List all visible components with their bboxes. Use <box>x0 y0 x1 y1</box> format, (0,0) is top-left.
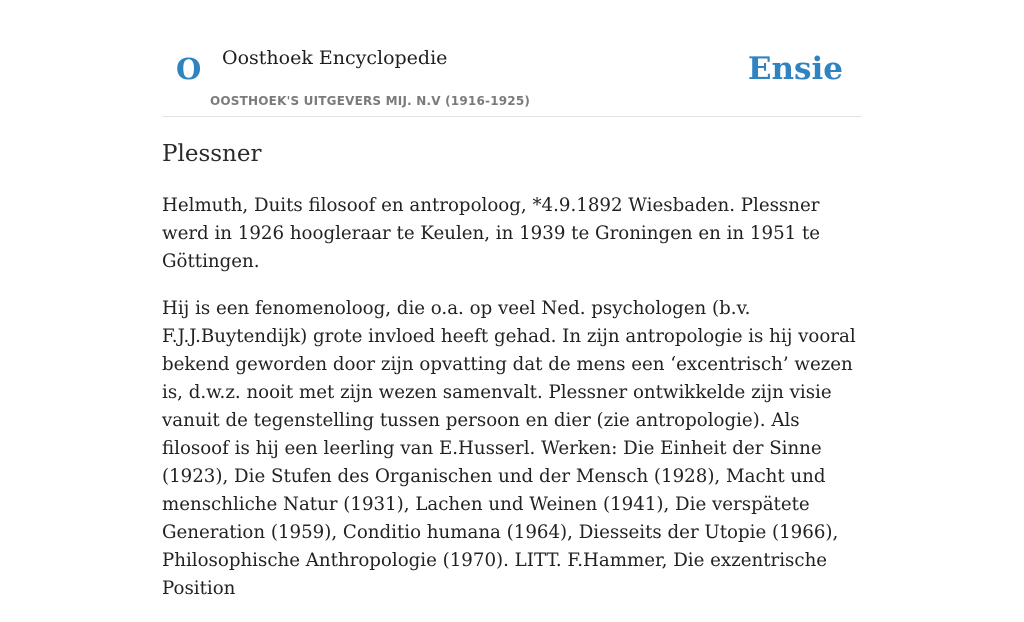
site-title[interactable]: Oosthoek Encyclopedie <box>222 47 448 69</box>
publisher-subtitle: OOSTHOEK'S UITGEVERS MIJ. N.V (1916-1925) <box>210 94 531 108</box>
entry-content <box>162 192 862 622</box>
entry-title: Plessner <box>162 141 262 167</box>
entry-paragraph-intro: Helmuth, Duits filosoof en antropoloog, *4.9.1892 Wiesbaden. Plessner werd in 1926 hoogleraar te Keulen, in 1939 te Groningen en in 1951 te Göttingen. <box>162 195 821 272</box>
site-header <box>162 0 862 117</box>
entry-paragraph-body: Hij is een fenomenoloog, die o.a. op veel Ned. psychologen (b.v. F.J.J.Buytendijk) grote invloed heeft gehad. In zijn antropologie is hij vooral bekend geworden door zijn opvatting dat de mens een ‘excentrisch’ wezen is, d.w.z. nooit met zijn wezen samenvalt. Plessner ontwikkelde zijn visie vanuit de tegenstelling tussen persoon en dier (zie antropologie). Als filosoof is hij een leerling van E.Husserl. Werken: Die Einheit der Sinne (1923), Die Stufen des Organischen und der Mensch (1928), Macht und menschliche Natur (1931), Lachen und Weinen (1941), Die verspätete Generation (1959), Conditio humana (1964), Diesseits der Utopie (1966), Philosophische Anthropologie (1970). LITT. F.Hammer, Die exzentrische Position <box>162 298 856 599</box>
site-logo[interactable]: O <box>176 52 202 86</box>
brand-logo[interactable]: Ensie <box>747 51 843 87</box>
